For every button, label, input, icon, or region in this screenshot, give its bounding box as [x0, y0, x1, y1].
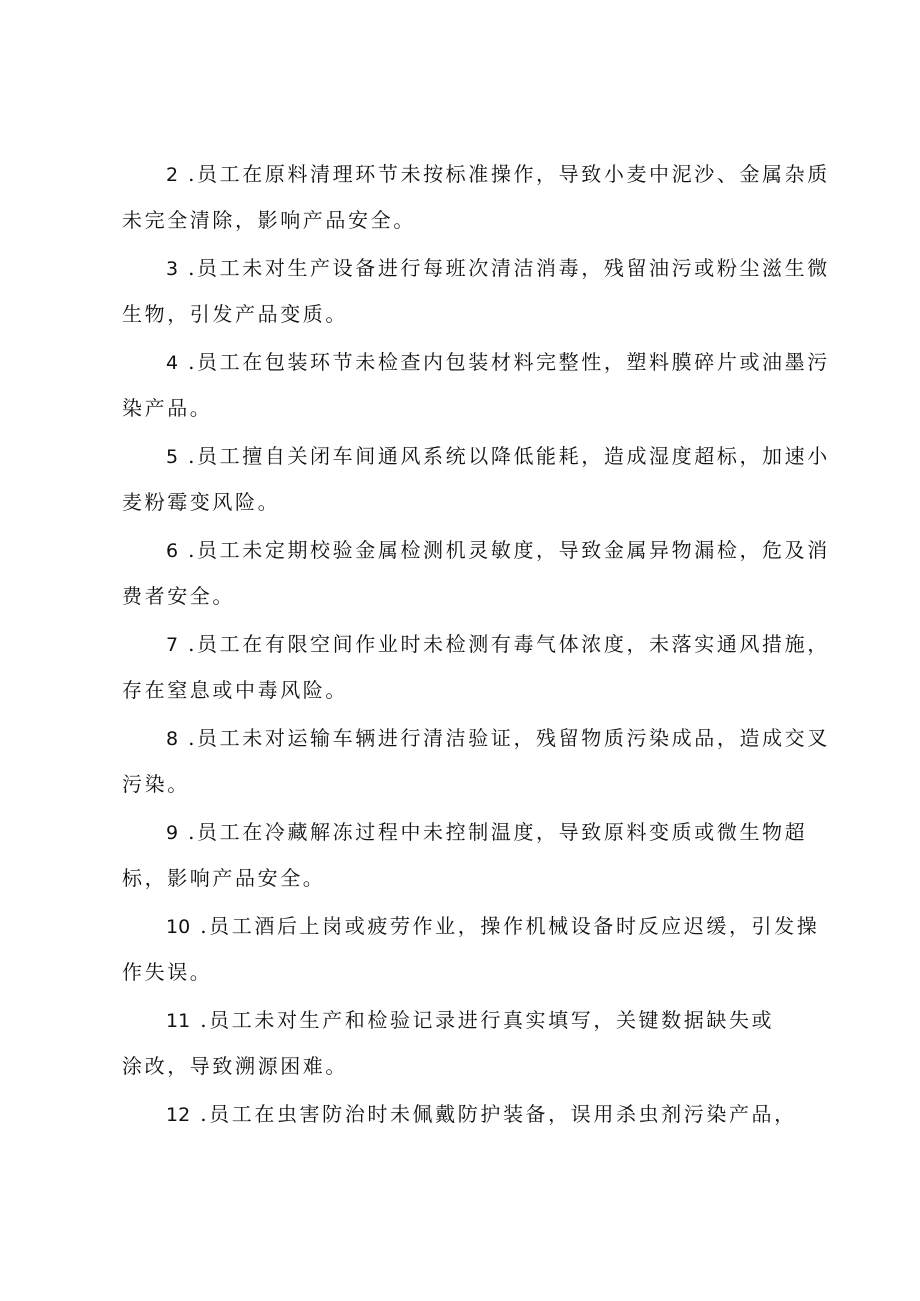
- list-item: [122, 997, 822, 1089]
- item-continuation-line: 染产品。: [122, 396, 213, 420]
- item-first-line: [122, 1091, 822, 1137]
- item-first-line: [122, 621, 830, 667]
- item-continuation-line: 未完全清除，影响产品安全。: [122, 208, 416, 232]
- item-first-line: [122, 339, 830, 385]
- item-text: .员工在原料清理环节未按标准操作，导致小麦中泥沙、金属杂质: [188, 162, 830, 186]
- list-item: [122, 339, 830, 431]
- list-item: [122, 527, 830, 619]
- item-number: 2: [166, 164, 179, 186]
- item-text: .员工酒后上岗或疲劳作业，操作机械设备时反应迟缓，引发操: [200, 914, 820, 938]
- list-item: [122, 433, 830, 525]
- list-item: [122, 715, 830, 807]
- item-number: 9: [166, 822, 179, 844]
- item-text: .员工未对生产设备进行每班次清洁消毒，残留油污或粉尘滋生微: [188, 256, 830, 280]
- item-continuation-line: 作失误。: [122, 960, 213, 984]
- item-text: .员工擅自关闭车间通风系统以降低能耗，造成湿度超标，加速小: [188, 444, 830, 468]
- item-first-line: [122, 997, 822, 1043]
- item-continuation-line: 生物，引发产品变质。: [122, 302, 348, 326]
- item-number: 4: [166, 352, 179, 374]
- item-first-line: [122, 151, 830, 197]
- item-number: 6: [166, 540, 179, 562]
- item-text: .员工在有限空间作业时未检测有毒气体浓度，未落实通风措施，: [188, 632, 830, 656]
- item-first-line: [122, 433, 830, 479]
- item-number: 7: [166, 634, 179, 656]
- item-text: .员工未对生产和检验记录进行真实填写，关键数据缺失或: [200, 1008, 775, 1032]
- item-first-line: [122, 903, 822, 949]
- item-number: 12: [166, 1104, 191, 1126]
- item-number: 11: [166, 1010, 191, 1032]
- item-number: 3: [166, 258, 179, 280]
- item-continuation-line: 存在窒息或中毒风险。: [122, 678, 348, 702]
- item-text: .员工在冷藏解冻过程中未控制温度，导致原料变质或微生物超: [188, 820, 808, 844]
- list-item: [122, 245, 830, 337]
- item-text: .员工在虫害防治时未佩戴防护装备，误用杀虫剂污染产品，: [200, 1102, 797, 1126]
- item-first-line: [122, 715, 830, 761]
- item-number: 5: [166, 446, 179, 468]
- list-item: [122, 809, 822, 901]
- item-number: 10: [166, 916, 191, 938]
- list-item: [122, 1091, 822, 1137]
- item-text: .员工未对运输车辆进行清洁验证，残留物质污染成品，造成交叉: [188, 726, 830, 750]
- item-continuation-line: 污染。: [122, 772, 190, 796]
- item-first-line: [122, 527, 830, 573]
- item-first-line: [122, 245, 830, 291]
- item-text: .员工未定期校验金属检测机灵敏度，导致金属异物漏检，危及消: [188, 538, 830, 562]
- item-continuation-line: 标，影响产品安全。: [122, 866, 326, 890]
- item-number: 8: [166, 728, 179, 750]
- list-item: [122, 151, 830, 243]
- list-item: [122, 903, 822, 995]
- item-text: .员工在包装环节未检查内包装材料完整性，塑料膜碎片或油墨污: [188, 350, 830, 374]
- item-continuation-line: 费者安全。: [122, 584, 235, 608]
- item-continuation-line: 麦粉霉变风险。: [122, 490, 281, 514]
- item-first-line: [122, 809, 822, 855]
- item-continuation-line: 涂改，导致溯源困难。: [122, 1054, 348, 1078]
- list-item: [122, 621, 830, 713]
